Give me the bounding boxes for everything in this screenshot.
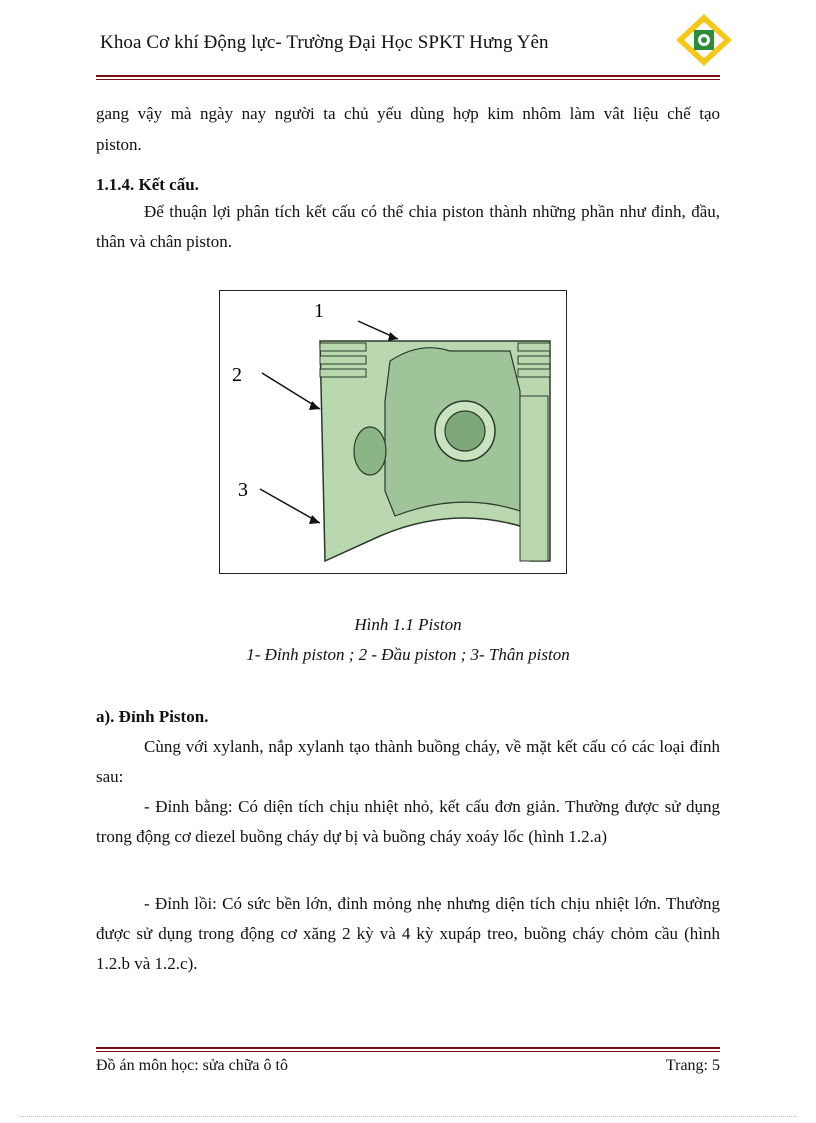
figure-caption-title: Hình 1.1 Piston — [354, 615, 462, 634]
figure-label-1: 1 — [314, 300, 324, 322]
subsection-heading: a). Đỉnh Piston. — [96, 707, 209, 726]
header-rule-top — [96, 75, 720, 77]
section-heading: 1.1.4. Kết cấu. — [96, 175, 199, 194]
figure-label-3: 3 — [238, 479, 248, 501]
page-bottom-border — [20, 1116, 796, 1117]
header-rule-bottom — [96, 79, 720, 80]
paragraph-c: - Đỉnh lồi: Có sức bền lớn, đỉnh mỏng nhẹ nhưng diện tích chịu nhiệt lớn. Thường được sử dụng trong động cơ xăng 2 kỳ và 4 kỳ xupáp treo, buồng cháy chỏm cầu (hình 1.2.b và 1.2.c). — [96, 894, 720, 973]
intro-line-1: gang vậy mà ngày nay người ta chủ yếu dùng hợp kim nhôm làm vât liệu chế tạo — [96, 104, 720, 123]
university-logo-icon — [674, 14, 734, 66]
piston-figure — [219, 290, 567, 574]
page-header-title: Khoa Cơ khí Động lực- Trường Đại Học SPKT Hưng Yên — [100, 32, 549, 53]
footer-page-number: Trang: 5 — [665, 1057, 720, 1074]
paragraph-a: Cùng với xylanh, nắp xylanh tạo thành buồng cháy, về mặt kết cấu có các loại đỉnh sau: — [96, 737, 720, 786]
footer-course: Đồ án môn học: sửa chữa ô tô — [96, 1057, 288, 1074]
figure-label-2: 2 — [232, 364, 242, 386]
figure-caption-legend: 1- Đỉnh piston ; 2 - Đầu piston ; 3- Thân piston — [246, 645, 570, 664]
intro-line-2: piston. — [96, 135, 142, 154]
paragraph-b: - Đỉnh bằng: Có diện tích chịu nhiệt nhỏ, kết cấu đơn giản. Thường được sử dụng trong động cơ diezel buồng cháy dự bị và buồng cháy xoáy lốc (hình 1.2.a) — [96, 797, 720, 846]
piston-diagram — [220, 291, 566, 573]
footer-rule-bottom — [96, 1051, 720, 1052]
section-paragraph: Để thuận lợi phân tích kết cấu có thể chia piston thành những phần như đỉnh, đầu, thân và chân piston. — [96, 202, 720, 251]
footer-rule-top — [96, 1047, 720, 1049]
